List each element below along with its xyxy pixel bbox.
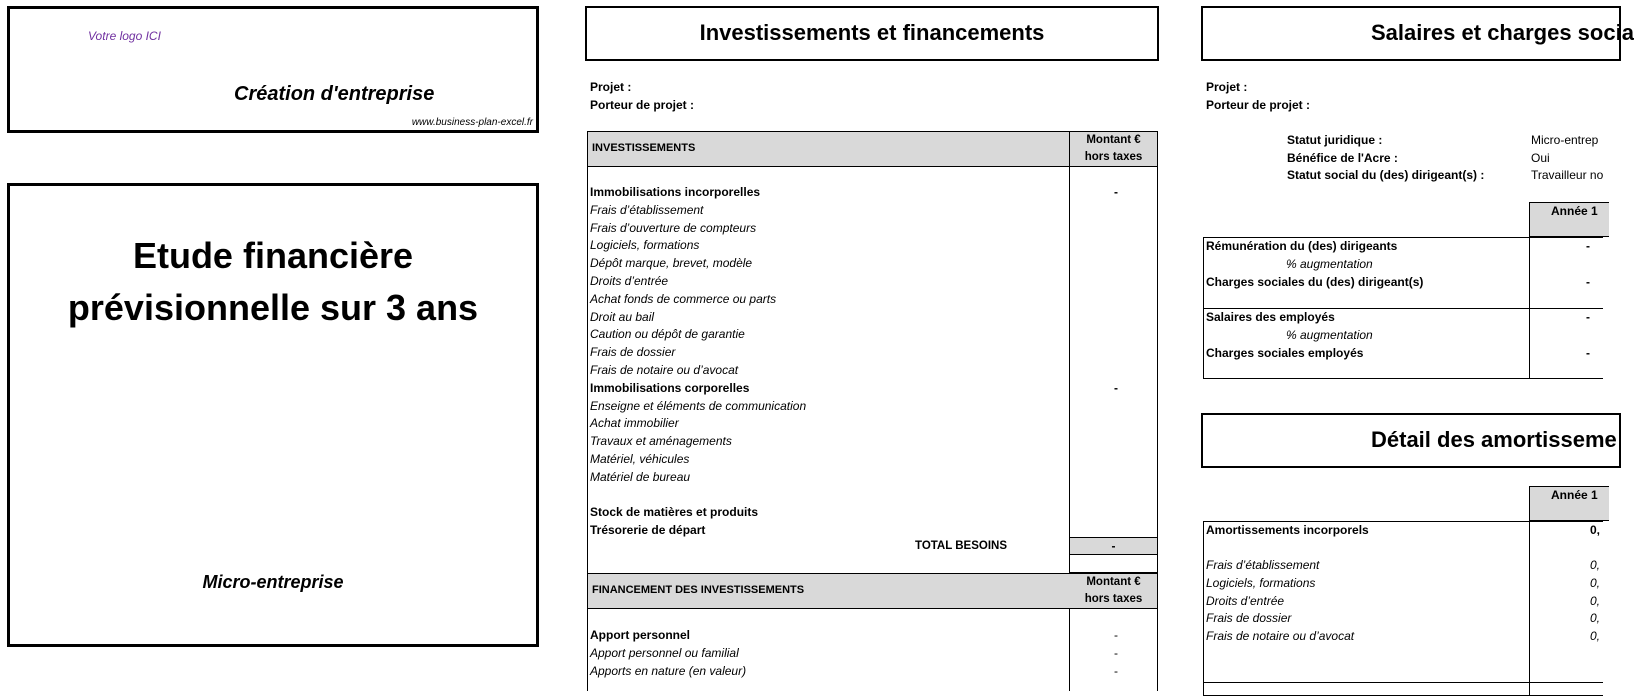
invest-row	[590, 451, 1156, 469]
invest-row-label: Matériel de bureau	[590, 469, 691, 484]
fin-rows	[590, 627, 1156, 680]
acre-label: Bénéfice de l'Acre :	[1287, 151, 1398, 165]
salary-row	[1206, 274, 1606, 292]
invest-row	[590, 433, 1156, 451]
invest-row	[590, 487, 1156, 505]
sal-year-label: Année 1	[1551, 204, 1598, 218]
invest-row-label: Frais de notaire ou d’avocat	[590, 362, 739, 377]
fin-row-value[interactable]: -	[1114, 663, 1118, 678]
salary-row-label: % augmentation	[1286, 327, 1373, 342]
amort-row-label: Droits d’entrée	[1206, 593, 1285, 608]
invest-title-box	[585, 6, 1159, 61]
salaires-projet-label: Projet :	[1206, 80, 1248, 94]
salary-row	[1206, 256, 1606, 274]
amort-row-value[interactable]: 0,	[1590, 593, 1601, 608]
fin-row-label: Apport personnel	[590, 628, 691, 642]
invest-row	[590, 309, 1156, 327]
invest-row	[590, 398, 1156, 416]
invest-row	[590, 469, 1156, 487]
invest-row	[590, 344, 1156, 362]
salaires-title: Salaires et charges socia	[1371, 20, 1634, 45]
logo-placeholder: Votre logo ICI	[88, 29, 161, 43]
salary-row-value[interactable]: -	[1586, 239, 1590, 253]
amort-rows	[1206, 557, 1606, 646]
amount-header-line2: hors taxes	[1084, 151, 1143, 163]
statut-value[interactable]: Micro-entrep	[1531, 133, 1599, 147]
invest-row-label: Frais de dossier	[590, 345, 676, 360]
statut-label: Statut juridique :	[1287, 133, 1383, 147]
invest-row-label: Frais d’établissement	[590, 202, 704, 217]
invest-row	[590, 504, 1156, 522]
invest-row-label: Dépôt marque, brevet, modèle	[590, 256, 753, 271]
invest-row-label: Achat immobilier	[590, 416, 679, 431]
invest-row-label: Enseigne et éléments de communication	[590, 398, 807, 413]
amort-row-label: Frais de dossier	[1206, 611, 1292, 626]
amort-row	[1206, 575, 1606, 593]
invest-row-label: Logiciels, formations	[590, 238, 700, 253]
fin-row-label: Apports en nature (en valeur)	[590, 663, 747, 678]
invest-row-label: Immobilisations incorporelles	[590, 185, 761, 199]
invest-row-label: Caution ou dépôt de garantie	[590, 327, 745, 342]
invest-row	[590, 415, 1156, 433]
invest-row-label: Droits d’entrée	[590, 273, 669, 288]
invest-amount-header	[1070, 132, 1157, 166]
amort-row	[1206, 593, 1606, 611]
invest-row-label: Frais d’ouverture de compteurs	[590, 220, 757, 235]
invest-row	[590, 380, 1156, 398]
invest-row-value[interactable]: -	[1114, 185, 1118, 199]
fin-header-label: FINANCEMENT DES INVESTISSEMENTS	[592, 584, 805, 596]
invest-row	[590, 273, 1156, 291]
salary-row-label: Rémunération du (des) dirigeants	[1206, 239, 1398, 253]
salaires-title-box	[1201, 6, 1634, 61]
amort-row	[1206, 628, 1606, 646]
total-label: TOTAL BESOINS	[915, 540, 1008, 552]
invest-row	[590, 362, 1156, 380]
salary-row-label: Salaires des employés	[1206, 310, 1335, 325]
invest-rows	[590, 184, 1156, 540]
amort-bottom-divider	[1203, 682, 1603, 683]
fin-amount-header-line1: Montant €	[1086, 576, 1141, 588]
invest-header-label: INVESTISSEMENTS	[592, 142, 696, 154]
fin-row-value[interactable]: -	[1114, 628, 1118, 642]
invest-row-label: Travaux et aménagements	[590, 434, 732, 449]
fin-amount-header	[1070, 574, 1157, 608]
amort-year-label: Année 1	[1551, 488, 1598, 502]
salary-row	[1206, 309, 1606, 327]
social-value[interactable]: Travailleur no	[1531, 168, 1604, 182]
amort-row-value[interactable]: 0,	[1590, 629, 1601, 644]
invest-row	[590, 202, 1156, 220]
total-value[interactable]: -	[1111, 539, 1116, 553]
invest-row-label: Achat fonds de commerce ou parts	[590, 291, 777, 306]
salary-row-label: % augmentation	[1286, 256, 1373, 271]
amort-row-value[interactable]: 0,	[1590, 575, 1601, 590]
invest-projet-label: Projet :	[590, 80, 632, 94]
invest-row-label: Droit au bail	[590, 309, 655, 324]
website-link[interactable]: www.business-plan-excel.fr	[411, 117, 533, 128]
amort-incorp-label: Amortissements incorporels	[1206, 523, 1369, 537]
social-label: Statut social du (des) dirigeant(s) :	[1287, 168, 1485, 182]
invest-row	[590, 326, 1156, 344]
salary-row-value[interactable]: -	[1586, 345, 1590, 360]
fin-row-label: Apport personnel ou familial	[590, 645, 739, 660]
amort-row-value[interactable]: 0,	[1590, 611, 1601, 626]
title-box	[7, 183, 539, 647]
cover-subtitle: Création d'entreprise	[234, 83, 435, 105]
invest-row-label: Trésorerie de départ	[590, 523, 706, 538]
invest-row	[590, 237, 1156, 255]
salary-row-value[interactable]: -	[1586, 274, 1590, 289]
spacer	[1206, 291, 1606, 309]
salary-row	[1206, 327, 1606, 345]
invest-row-label: Stock de matières et produits	[590, 505, 759, 520]
invest-row	[590, 184, 1156, 202]
invest-row-label: Matériel, véhicules	[590, 451, 690, 466]
acre-value[interactable]: Oui	[1531, 151, 1550, 165]
invest-title: Investissements et financements	[699, 20, 1045, 45]
amort-row-label: Frais d’établissement	[1206, 558, 1320, 572]
amort-row	[1206, 557, 1606, 575]
salary-row-value[interactable]: -	[1586, 310, 1590, 325]
salaires-porteur-label: Porteur de projet :	[1206, 98, 1311, 112]
amort-row-label: Frais de notaire ou d’avocat	[1206, 629, 1355, 644]
amort-row-value[interactable]: 0,	[1590, 558, 1601, 572]
amort-title-box	[1201, 413, 1621, 468]
page-title-line2: prévisionnelle sur 3 ans	[67, 287, 479, 328]
invest-row-value[interactable]: -	[1114, 380, 1118, 395]
invest-row-label: Immobilisations corporelles	[590, 380, 750, 395]
invest-porteur-label: Porteur de projet :	[590, 98, 695, 112]
amort-title: Détail des amortisseme	[1371, 427, 1617, 452]
salary-row	[1206, 238, 1606, 256]
amort-row-label: Logiciels, formations	[1206, 575, 1316, 590]
fin-row-value[interactable]: -	[1114, 645, 1118, 660]
sal-rows	[1206, 238, 1606, 363]
salary-row-label: Charges sociales employés	[1206, 345, 1364, 360]
page-title-line1: Etude financière	[132, 235, 414, 276]
amort-row	[1206, 610, 1606, 628]
fin-row	[590, 645, 1156, 663]
fin-row	[590, 627, 1156, 645]
invest-row	[590, 220, 1156, 238]
legal-form: Micro-entreprise	[202, 572, 344, 592]
invest-row	[590, 291, 1156, 309]
amount-header-line1: Montant €	[1086, 134, 1141, 146]
logo-box	[7, 6, 539, 133]
invest-row	[590, 255, 1156, 273]
salary-row-label: Charges sociales du (des) dirigeant(s)	[1206, 274, 1424, 289]
fin-row	[590, 663, 1156, 681]
amort-incorp-value[interactable]: 0,	[1590, 523, 1601, 537]
salary-row	[1206, 345, 1606, 363]
fin-amount-header-line2: hors taxes	[1084, 593, 1143, 605]
page-title	[10, 230, 536, 334]
